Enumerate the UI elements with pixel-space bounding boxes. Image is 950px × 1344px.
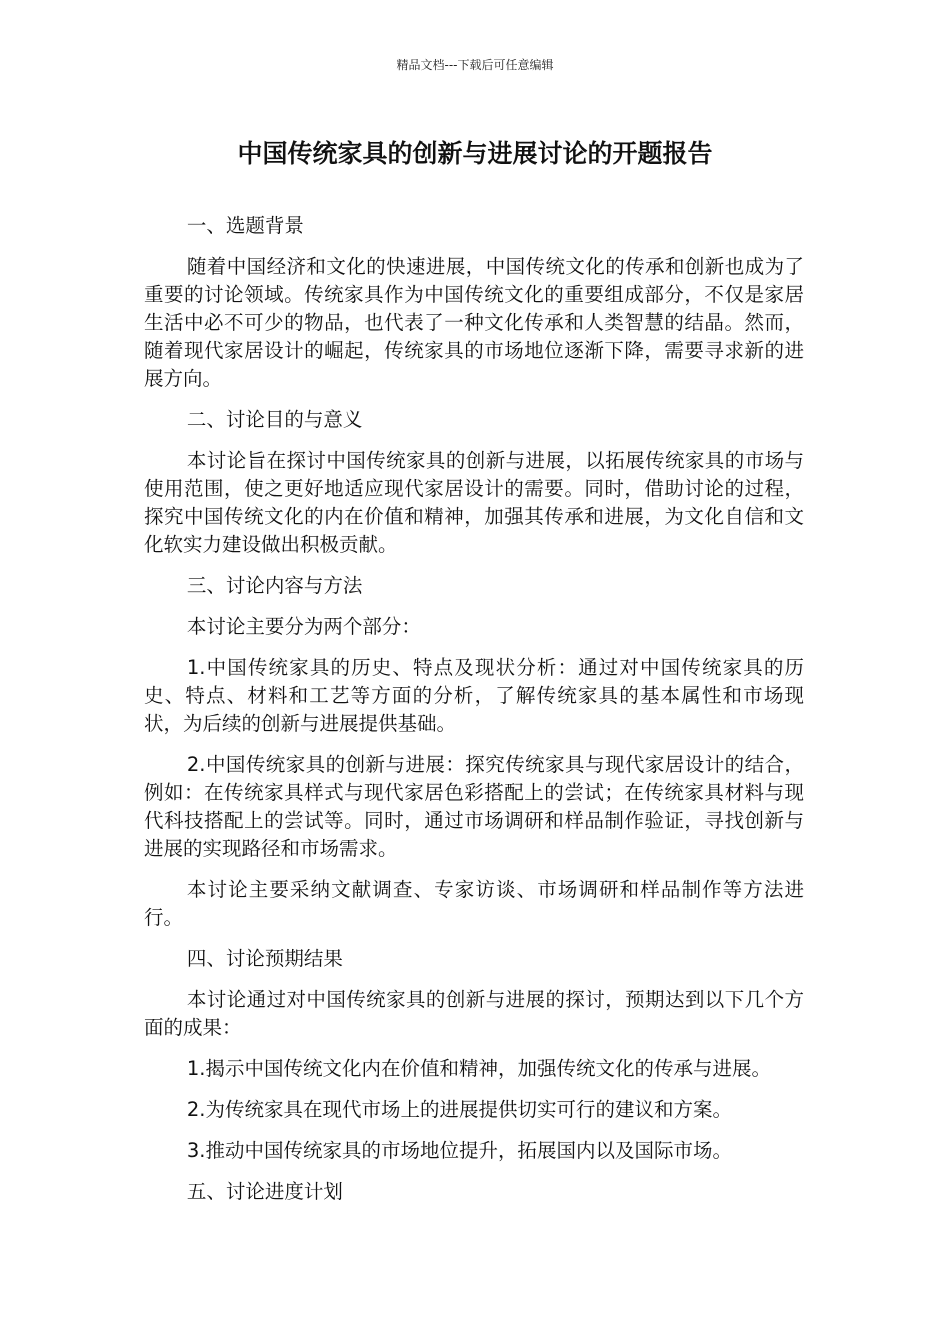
section-heading-schedule: 五、讨论进度计划 bbox=[186, 1180, 343, 1203]
paragraph-methods: 本讨论主要采纳文献调查、专家访谈、市场调研和样品制作等方法进行。 bbox=[144, 878, 804, 929]
document-title: 中国传统家具的创新与进展讨论的开题报告 bbox=[237, 139, 713, 168]
section-heading-expected-results: 四、讨论预期结果 bbox=[186, 947, 343, 970]
page-header: 精品文档---下载后可任意编辑 bbox=[396, 58, 554, 72]
paragraph-expected-intro: 本讨论通过对中国传统家具的创新与进展的探讨，预期达到以下几个方面的成果： bbox=[144, 988, 804, 1039]
list-item-result-3: 3.推动中国传统家具的市场地位提升，拓展国内以及国际市场。 bbox=[186, 1139, 732, 1162]
section-heading-background: 一、选题背景 bbox=[186, 214, 304, 237]
paragraph-parts-intro: 本讨论主要分为两个部分： bbox=[186, 615, 421, 638]
list-item-result-2: 2.为传统家具在现代市场上的进展提供切实可行的建议和方案。 bbox=[186, 1098, 732, 1121]
paragraph-background: 随着中国经济和文化的快速进展，中国传统文化的传承和创新也成为了重要的讨论领域。传统家具作为中国传统文化的重要组成部分，不仅是家居生活中必不可少的物品，也代表了一种文化传承和人类智慧的结晶。然而，随着现代家居设计的崛起，传统家具的市场地位逐渐下降，需要寻求新的进展方向。 bbox=[144, 255, 804, 390]
section-heading-purpose: 二、讨论目的与意义 bbox=[186, 408, 363, 431]
paragraph-part-two: 2.中国传统家具的创新与进展：探究传统家具与现代家居设计的结合，例如：在传统家具样式与现代家居色彩搭配上的尝试；在传统家具材料与现代科技搭配上的尝试等。同时，通过市场调研和样品制作验证，寻找创新与进展的实现路径和市场需求。 bbox=[144, 753, 804, 860]
section-heading-content-method: 三、讨论内容与方法 bbox=[186, 574, 363, 597]
list-item-result-1: 1.揭示中国传统文化内在价值和精神，加强传统文化的传承与进展。 bbox=[186, 1057, 771, 1080]
document-body bbox=[144, 212, 804, 1219]
paragraph-part-one: 1.中国传统家具的历史、特点及现状分析：通过对中国传统家具的历史、特点、材料和工艺等方面的分析，了解传统家具的基本属性和市场现状，为后续的创新与进展提供基础。 bbox=[144, 656, 804, 735]
paragraph-purpose: 本讨论旨在探讨中国传统家具的创新与进展，以拓展传统家具的市场与使用范围，使之更好地适应现代家居设计的需要。同时，借助讨论的过程，探究中国传统文化的内在价值和精神，加强其传承和进展，为文化自信和文化软实力建设做出积极贡献。 bbox=[144, 449, 804, 556]
